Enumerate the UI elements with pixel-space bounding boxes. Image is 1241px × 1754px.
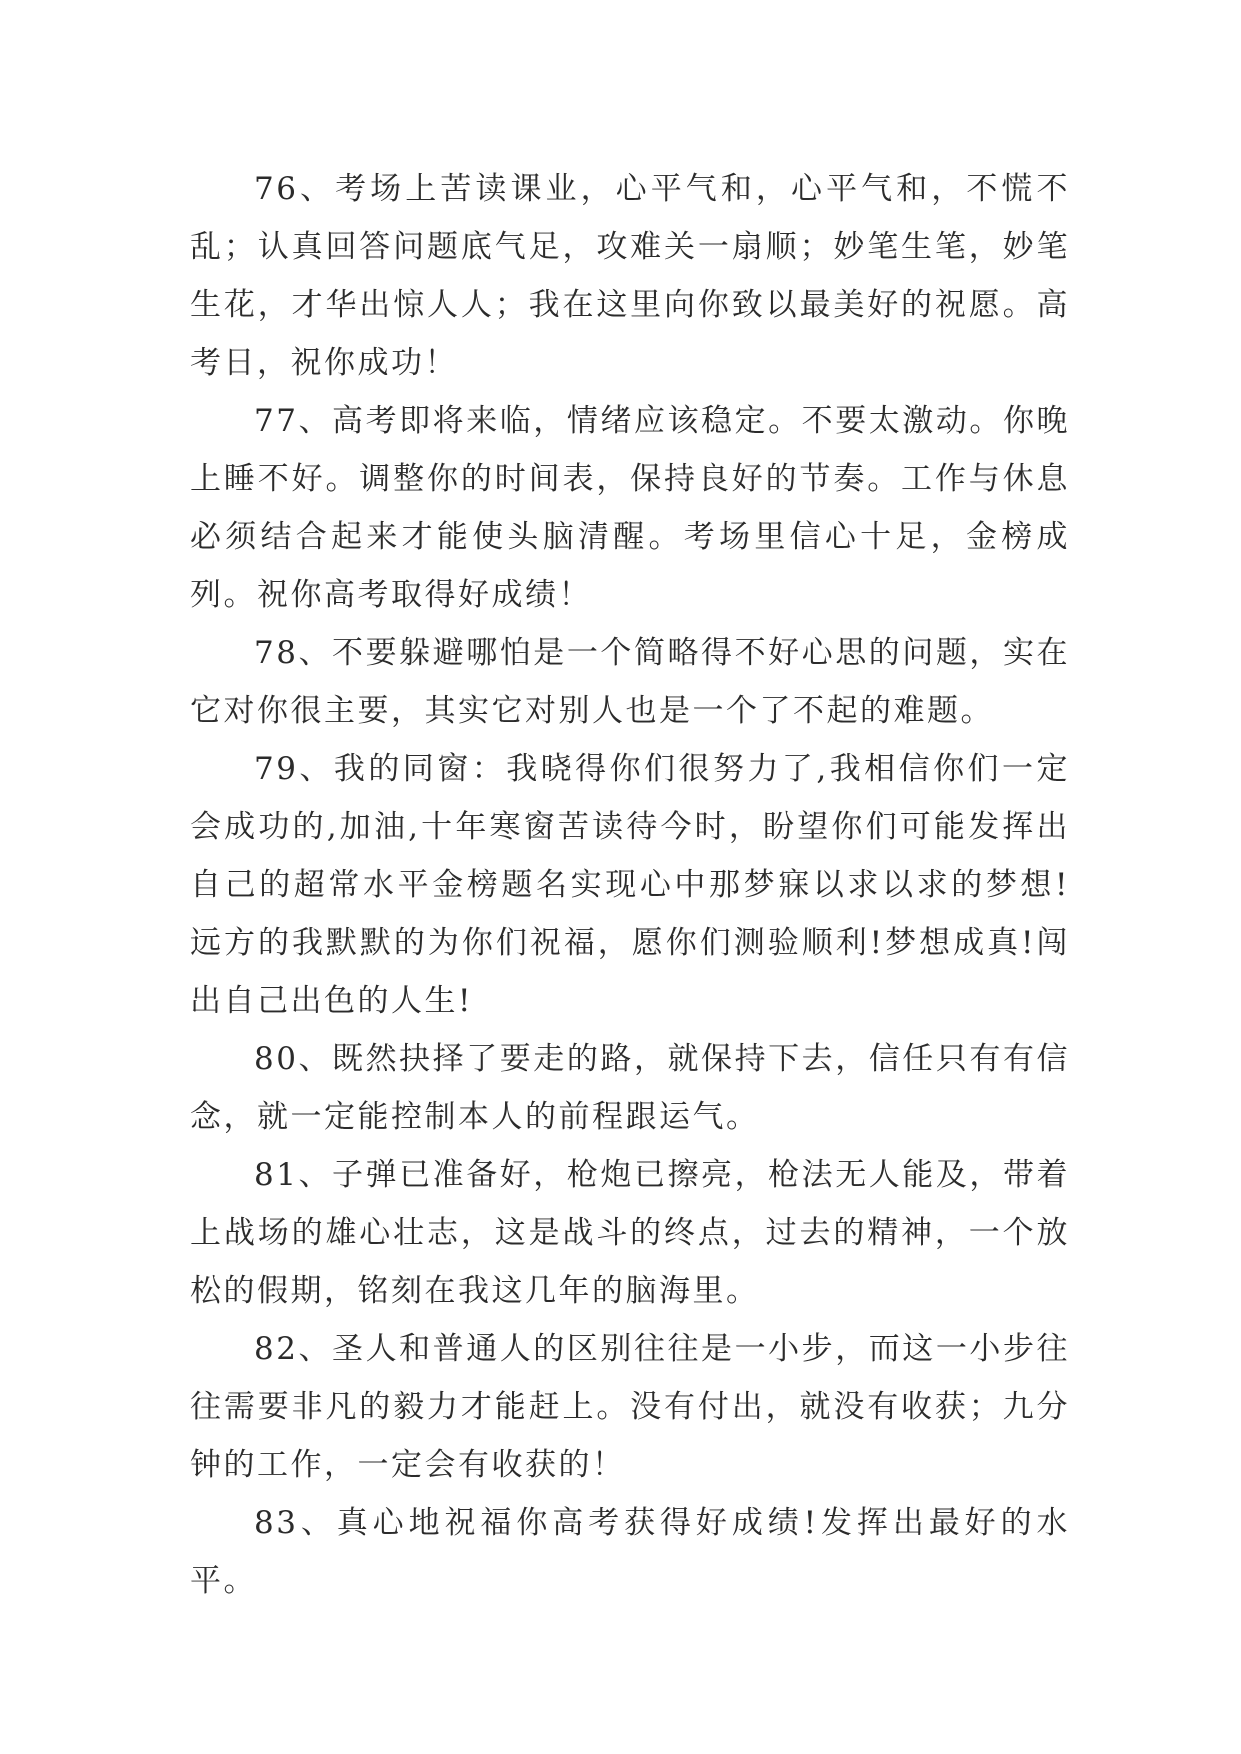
paragraph-79: 79、我的同窗：我晓得你们很努力了,我相信你们一定会成功的,加油,十年寒窗苦读待今时，盼望你们可能发挥出自己的超常水平金榜题名实现心中那梦寐以求以求的梦想!远方的我默默的为你们祝福，愿你们测验顺利!梦想成真!闯出自己出色的人生!: [190, 751, 1070, 1019]
paragraph-76: 76、考场上苦读课业，心平气和，心平气和，不慌不乱；认真回答问题底气足，攻难关一扇顺；妙笔生笔，妙笔生花，才华出惊人人；我在这里向你致以最美好的祝愿。高考日，祝你成功！: [190, 171, 1070, 381]
paragraph-81: 81、子弹已准备好，枪炮已擦亮，枪法无人能及，带着上战场的雄心壮志，这是战斗的终点，过去的精神，一个放松的假期，铭刻在我这几年的脑海里。: [190, 1157, 1070, 1309]
paragraph-80: 80、既然抉择了要走的路，就保持下去，信任只有有信念，就一定能控制本人的前程跟运气。: [190, 1041, 1070, 1135]
paragraph-77: 77、高考即将来临，情绪应该稳定。不要太激动。你晚上睡不好。调整你的时间表，保持良好的节奏。工作与休息必须结合起来才能使头脑清醒。考场里信心十足，金榜成列。祝你高考取得好成绩！: [190, 403, 1070, 613]
paragraph-82: 82、圣人和普通人的区别往往是一小步，而这一小步往往需要非凡的毅力才能赶上。没有付出，就没有收获；九分钟的工作，一定会有收获的！: [190, 1331, 1070, 1483]
paragraph-78: 78、不要躲避哪怕是一个简略得不好心思的问题，实在它对你很主要，其实它对别人也是一个了不起的难题。: [190, 635, 1070, 729]
paragraph-83: 83、真心地祝福你高考获得好成绩!发挥出最好的水平。: [190, 1505, 1070, 1599]
document-page: [190, 160, 1070, 1610]
